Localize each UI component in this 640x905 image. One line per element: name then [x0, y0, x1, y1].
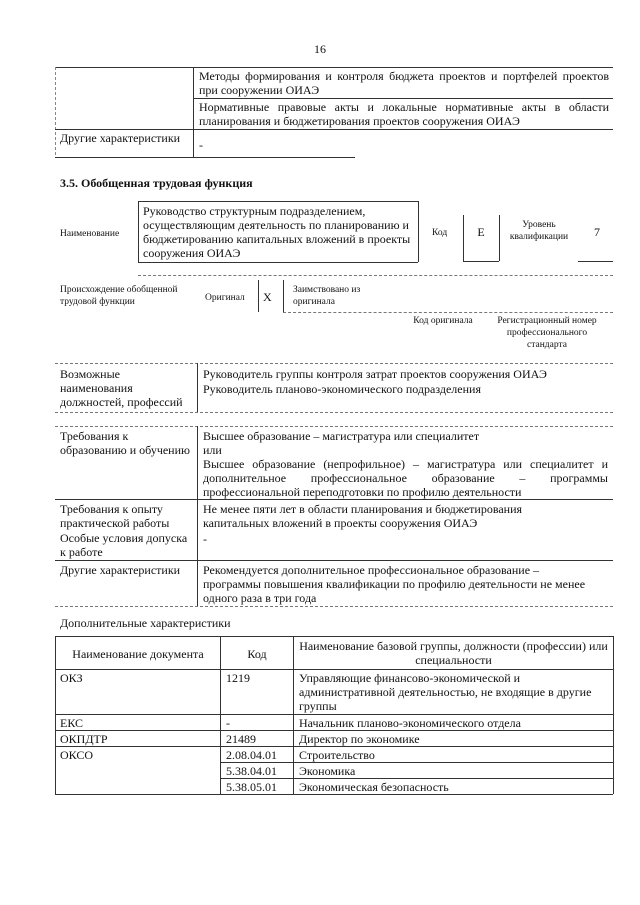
table-row-name: Экономическая безопасность: [299, 780, 449, 794]
additional-title: Дополнительные характеристики: [60, 616, 231, 630]
possible-names-line2: Руководитель планово-экономического подразделения: [203, 382, 481, 396]
original-label: Оригинал: [205, 293, 245, 303]
section-title: 3.5. Обобщенная трудовая функция: [60, 176, 253, 190]
knowledge-normative: Нормативные правовые акты и локальные нормативные акты в области планирования и бюджетирования проектов сооружения ОИАЭ: [199, 100, 609, 128]
header-document: Наименование документа: [72, 647, 204, 661]
table-row-code: 1219: [226, 671, 250, 685]
special-conditions-label: Особые условия допуска к работе: [60, 531, 188, 559]
page-number: 16: [314, 42, 326, 56]
reg-number-label: Регистрационный номер профессионального стандарта: [497, 316, 597, 350]
header-code: Код: [247, 647, 267, 661]
other-characteristics-label: Другие характеристики: [60, 131, 181, 145]
original-mark: X: [263, 290, 272, 304]
other-requirements-label: Другие характеристики: [60, 563, 181, 577]
education-line3: Высшее образование (непрофильное) – магистратура или специалитет и дополнительное профессиональное образование – программы профессиональной переподготовки по профилю деятельности: [203, 457, 608, 499]
knowledge-methods: Методы формирования и контроля бюджета проектов и портфелей проектов при сооружении ОИАЭ: [199, 69, 609, 97]
table-row-name: Начальник планово-экономического отдела: [299, 716, 521, 730]
qualification-level: 7: [594, 225, 600, 239]
education-label: Требования к образованию и обучению: [60, 429, 190, 457]
table-row: ОКПДТР: [60, 732, 108, 746]
code-original-label: Код оригинала: [413, 316, 473, 326]
experience-label: Требования к опыту практической работы: [60, 502, 170, 530]
other-characteristics-value: -: [199, 138, 203, 152]
table-row: ОКСО: [60, 748, 94, 762]
possible-names-line1: Руководитель группы контроля затрат проектов сооружения ОИАЭ: [203, 367, 547, 381]
name-label: Наименование: [60, 229, 120, 239]
table-row-code: 2.08.04.01: [226, 748, 277, 762]
other-requirements-value: Рекомендуется дополнительное профессиональное образование – программы повышения квалификации по профилю деятельности не менее одного раза в три года: [203, 563, 586, 605]
table-row-code: 5.38.04.01: [226, 764, 277, 778]
education-line2: или: [203, 443, 222, 457]
education-line1: Высшее образование – магистратура или специалитет: [203, 429, 480, 443]
table-row-name: Управляющие финансово-экономической и административной деятельностью, не входящие в другие группы: [299, 671, 592, 713]
table-row: ОКЗ: [60, 671, 83, 685]
function-name: Руководство структурным подразделением, осуществляющим деятельность по планированию и бюджетированию капитальных вложений в проекты сооружения ОИАЭ: [143, 204, 411, 260]
table-row-code: 21489: [226, 732, 256, 746]
level-label: Уровень квалификации: [509, 220, 569, 242]
code-label: Код: [432, 228, 448, 238]
origin-label: Происхождение обобщенной трудовой функции: [60, 285, 178, 307]
borrowed-label: Заимствовано из оригинала: [293, 285, 361, 307]
table-row-name: Директор по экономике: [299, 732, 420, 746]
table-row: ЕКС: [60, 716, 84, 730]
header-name: Наименование базовой группы, должности (профессии) или специальности: [299, 639, 608, 667]
function-code: E: [477, 225, 485, 239]
experience-value: Не менее пяти лет в области планирования и бюджетирования капитальных вложений в проекты сооружения ОИАЭ: [203, 502, 523, 530]
special-conditions-value: -: [203, 532, 207, 546]
possible-names-label: Возможные наименования должностей, профессий: [60, 367, 183, 409]
table-row-name: Экономика: [299, 764, 356, 778]
table-row-name: Строительство: [299, 748, 375, 762]
table-row-code: 5.38.05.01: [226, 780, 277, 794]
table-row-code: -: [226, 716, 230, 730]
